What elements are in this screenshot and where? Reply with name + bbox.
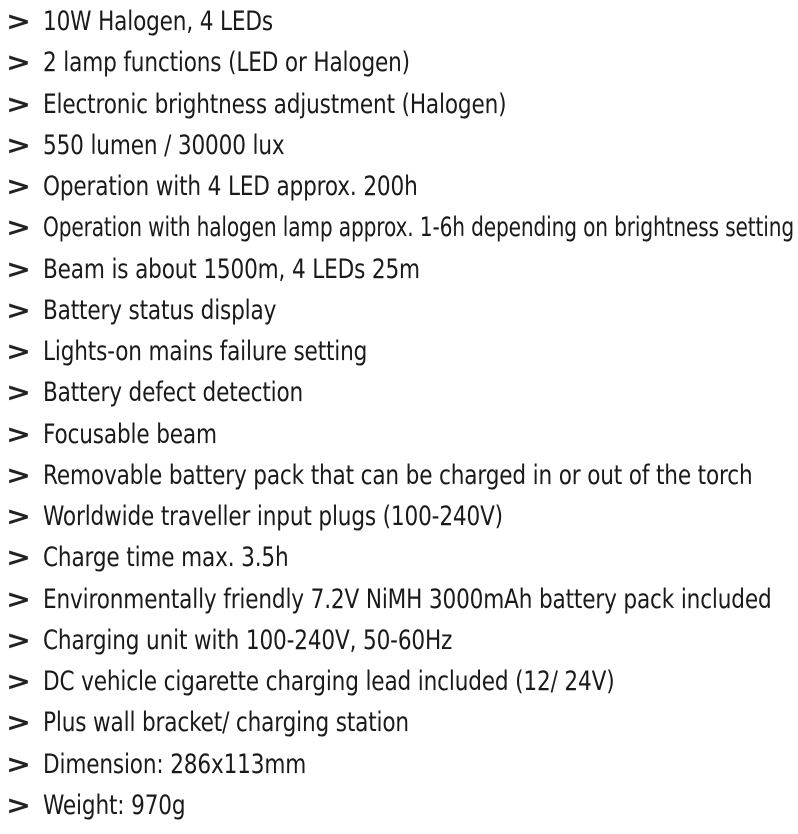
list-item <box>0 85 798 125</box>
chevron-right-icon: > <box>6 337 32 367</box>
list-item <box>0 703 798 743</box>
feature-text: Battery status display <box>43 294 277 326</box>
list-item <box>0 621 798 661</box>
feature-text: Operation with 4 LED approx. 200h <box>43 171 418 202</box>
chevron-right-icon: > <box>6 7 32 37</box>
feature-text: 10W Halogen, 4 LEDs <box>43 6 273 37</box>
list-item <box>0 662 798 702</box>
list-item <box>0 2 798 42</box>
chevron-right-icon: > <box>6 419 32 450</box>
feature-text: Focusable beam <box>43 418 217 450</box>
feature-text: Plus wall bracket/ charging station <box>43 707 409 739</box>
feature-text: 550 lumen / 30000 lux <box>43 129 285 161</box>
feature-text: DC vehicle cigarette charging lead included (12/ 24V) <box>43 666 615 697</box>
list-item <box>0 250 798 290</box>
chevron-right-icon: > <box>6 502 32 532</box>
feature-text: Charging unit with 100-240V, 50-60Hz <box>43 624 453 656</box>
chevron-right-icon: > <box>6 584 32 615</box>
list-item <box>0 415 798 455</box>
list-item <box>0 373 798 413</box>
feature-text: Electronic brightness adjustment (Halogen) <box>43 88 507 120</box>
list-item <box>0 580 798 620</box>
chevron-right-icon: > <box>6 213 32 244</box>
chevron-right-icon: > <box>6 460 32 491</box>
feature-text: Operation with halogen lamp approx. 1-6h depending on brightness setting <box>43 212 794 244</box>
chevron-right-icon: > <box>6 378 32 409</box>
list-item <box>0 332 798 372</box>
list-item <box>0 43 798 83</box>
chevron-right-icon: > <box>6 130 32 161</box>
feature-text: Weight: 970g <box>43 789 186 821</box>
chevron-right-icon: > <box>6 295 32 326</box>
chevron-right-icon: > <box>6 48 32 79</box>
chevron-right-icon: > <box>6 172 32 202</box>
list-item <box>0 126 798 166</box>
chevron-right-icon: > <box>6 543 32 574</box>
feature-text: Beam is about 1500m, 4 LEDs 25m <box>43 253 420 285</box>
feature-text: 2 lamp functions (LED or Halogen) <box>43 47 410 79</box>
chevron-right-icon: > <box>6 749 32 780</box>
chevron-right-icon: > <box>6 708 32 739</box>
chevron-right-icon: > <box>6 254 32 285</box>
list-item <box>0 167 798 207</box>
list-item <box>0 291 798 331</box>
feature-text: Dimension: 286x113mm <box>43 748 307 780</box>
list-item <box>0 456 798 496</box>
feature-text: Charge time max. 3.5h <box>43 542 289 574</box>
feature-text: Environmentally friendly 7.2V NiMH 3000mAh battery pack included <box>43 583 772 615</box>
chevron-right-icon: > <box>6 625 32 656</box>
list-item <box>0 745 798 785</box>
feature-text: Worldwide traveller input plugs (100-240V) <box>43 501 503 532</box>
list-item <box>0 208 798 248</box>
list-item <box>0 538 798 578</box>
chevron-right-icon: > <box>6 89 32 120</box>
chevron-right-icon: > <box>6 667 32 697</box>
feature-text: Removable battery pack that can be charged in or out of the torch <box>43 459 753 491</box>
chevron-right-icon: > <box>6 790 32 821</box>
feature-text: Battery defect detection <box>43 377 304 409</box>
list-item <box>0 497 798 537</box>
list-item <box>0 786 798 826</box>
feature-text: Lights-on mains failure setting <box>43 336 368 367</box>
